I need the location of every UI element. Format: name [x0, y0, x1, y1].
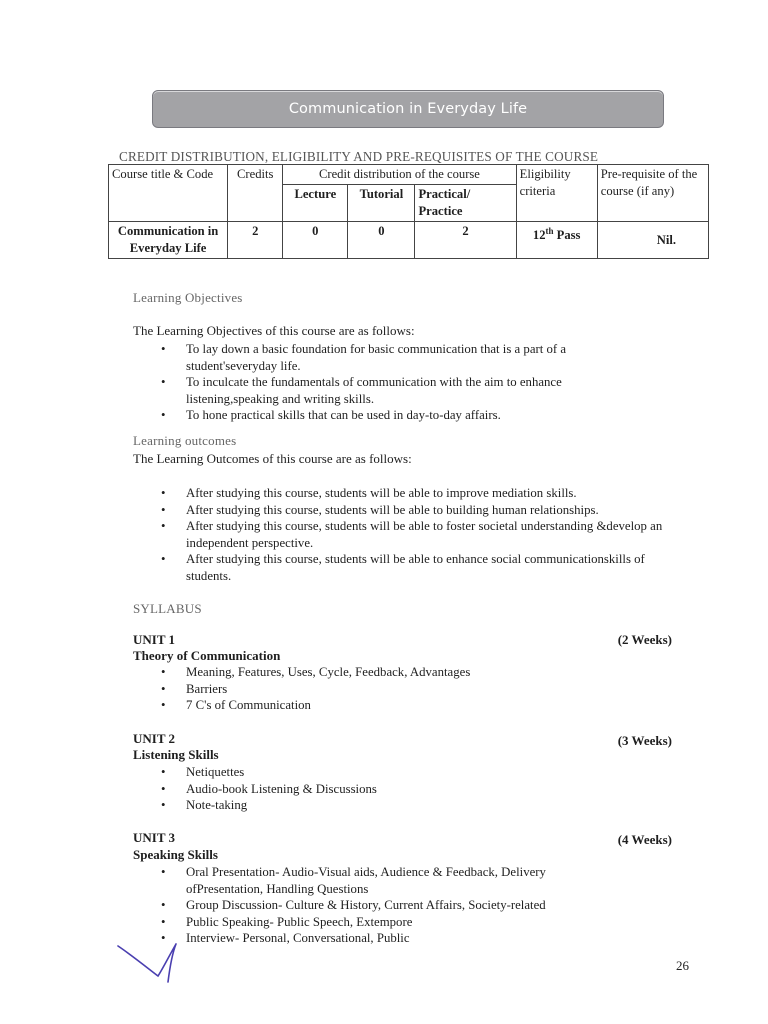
list-item: • After studying this course, students will be able to building human relationships. [133, 502, 665, 519]
handwritten-tick-mark [110, 940, 190, 990]
eligibility-text: Pass [553, 228, 581, 243]
cell-course-title: Communication in Everyday Life [109, 222, 228, 259]
list-item: • Meaning, Features, Uses, Cycle, Feedback, Advantages [133, 664, 653, 681]
list-item: • To lay down a basic foundation for basic communication that is a part of a student'severyday life. [133, 341, 653, 374]
learning-outcomes-list [133, 485, 665, 584]
list-item: • To inculcate the fundamentals of communication with the aim to enhance listening,speaking and writing skills. [133, 374, 653, 407]
unit-3-title: Speaking Skills [133, 847, 218, 862]
cell-prerequisite: Nil. [597, 222, 708, 259]
unit-1-topics [133, 664, 653, 714]
page-number: 26 [676, 958, 689, 973]
unit-3-label: UNIT 3 [133, 830, 176, 845]
credit-distribution-table [108, 164, 709, 259]
list-item: • Public Speaking- Public Speech, Extempore [133, 914, 603, 931]
learning-outcomes-heading: Learning outcomes [133, 433, 237, 448]
list-item: • Note-taking [133, 797, 653, 814]
list-item: • After studying this course, students will be able to improve mediation skills. [133, 485, 665, 502]
list-item: • After studying this course, students will be able to foster societal understanding &develop an independent perspective. [133, 518, 665, 551]
list-item: • Group Discussion- Culture & History, Current Affairs, Society-related [133, 897, 603, 914]
header-tutorial: Tutorial [348, 185, 415, 222]
eligibility-number: 12 [532, 228, 546, 243]
list-item: • Audio-book Listening & Discussions [133, 781, 653, 798]
header-credit-distribution: Credit distribution of the course [283, 165, 516, 185]
learning-outcomes-intro: The Learning Outcomes of this course are as follows: [133, 451, 412, 466]
unit-2-label: UNIT 2 [133, 731, 176, 746]
list-item: • 7 C's of Communication [133, 697, 653, 714]
header-eligibility: Eligibility criteria [516, 165, 597, 222]
learning-objectives-intro: The Learning Objectives of this course are as follows: [133, 323, 415, 338]
cell-credits: 2 [228, 222, 283, 259]
header-credits: Credits [228, 165, 283, 222]
course-title-banner: Communication in Everyday Life [152, 90, 664, 128]
syllabus-heading: SYLLABUS [133, 601, 202, 616]
unit-2-weeks: (3 Weeks) [617, 733, 672, 748]
unit-1-label: UNIT 1 [133, 632, 176, 647]
header-course-title: Course title & Code [109, 165, 228, 222]
unit-1-weeks: (2 Weeks) [617, 632, 672, 647]
unit-3-topics [133, 864, 603, 947]
table-caption: CREDIT DISTRIBUTION, ELIGIBILITY AND PRE-REQUISITES OF THE COURSE [119, 149, 599, 164]
list-item: • Barriers [133, 681, 653, 698]
list-item: • Interview- Personal, Conversational, Public [133, 930, 603, 947]
learning-objectives-list [133, 341, 653, 424]
header-prerequisite: Pre-requisite of the course (if any) [597, 165, 708, 222]
cell-practical: 2 [415, 222, 516, 259]
header-lecture: Lecture [283, 185, 348, 222]
list-item: • Netiquettes [133, 764, 653, 781]
cell-eligibility [516, 222, 597, 259]
unit-1-title: Theory of Communication [133, 648, 281, 663]
learning-objectives-heading: Learning Objectives [133, 290, 243, 305]
header-practical: Practical/ Practice [415, 185, 516, 222]
cell-tutorial: 0 [348, 222, 415, 259]
list-item: • To hone practical skills that can be used in day-to-day affairs. [133, 407, 653, 424]
unit-2-title: Listening Skills [133, 747, 219, 762]
eligibility-superscript: th [545, 226, 554, 236]
unit-2-topics [133, 764, 653, 814]
list-item: • After studying this course, students will be able to enhance social communicationskills of students. [133, 551, 665, 584]
cell-lecture: 0 [283, 222, 348, 259]
list-item: • Oral Presentation- Audio-Visual aids, Audience & Feedback, Delivery ofPresentation, Handling Questions [133, 864, 603, 897]
unit-3-weeks: (4 Weeks) [617, 832, 672, 847]
